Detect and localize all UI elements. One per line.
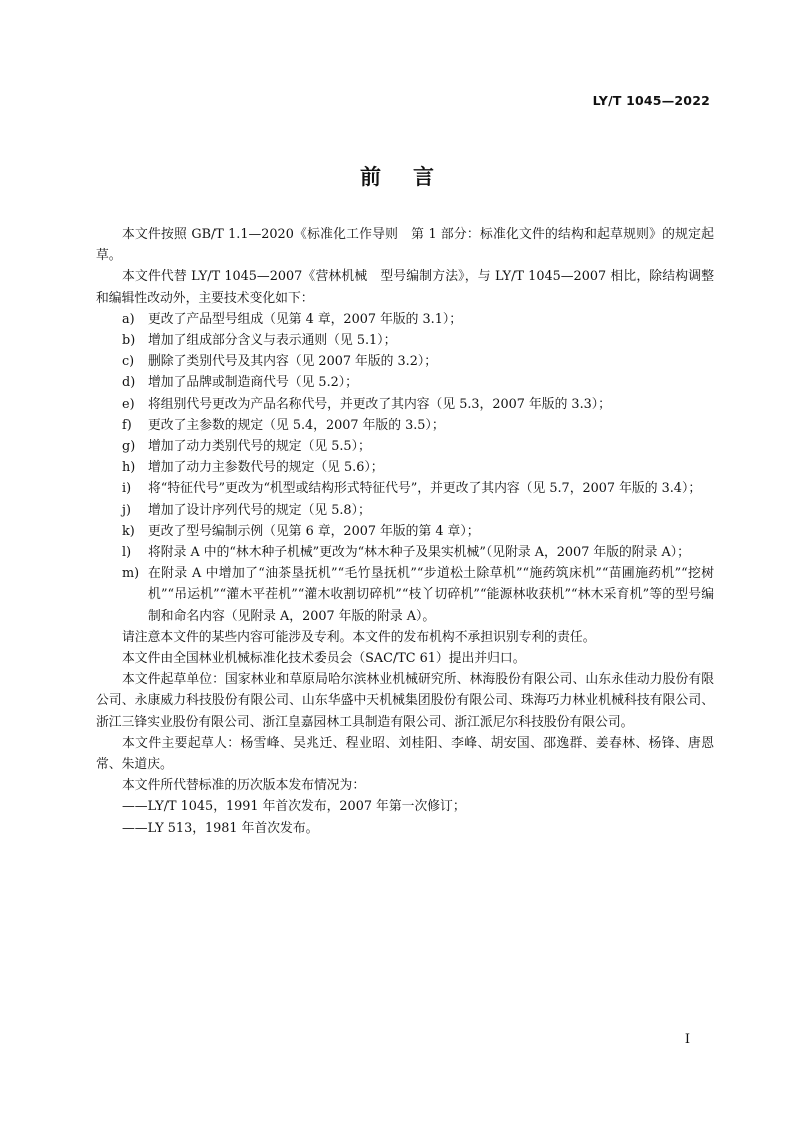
- list-item: [96, 457, 714, 478]
- list-text: 在附录 A 中增加了“油茶垦抚机”“毛竹垦抚机”“步道松土除草机”“施药筑床机”“苗圃施药机”“挖树机”“吊运机”“灌木平茬机”“灌木收割切碎机”“枝丫切碎机”“能源林收获机”“林木采育机”等的型号编制和命名内容（见附录 A，2007 年版的附录 A）。: [148, 566, 714, 624]
- list-marker: h): [122, 460, 136, 476]
- list-item: [96, 330, 714, 351]
- list-marker: l): [122, 545, 132, 561]
- list-item: [96, 394, 714, 415]
- list-marker: j): [122, 502, 131, 518]
- history-intro: 本文件所代替标准的历次版本发布情况为：: [122, 778, 366, 794]
- list-text: 删除了类别代号及其内容（见 2007 年版的 3.2）；: [148, 354, 438, 370]
- list-marker: i): [122, 481, 132, 497]
- list-marker: k): [122, 523, 135, 539]
- list-text: 更改了主参数的规定（见 5.4，2007 年版的 3.5）；: [148, 417, 445, 433]
- list-marker: e): [122, 396, 135, 412]
- list-text: 更改了型号编制示例（见第 6 章，2007 年版的第 4 章）；: [148, 523, 480, 539]
- list-item: [96, 372, 714, 393]
- list-text: 将附录 A 中的“林木种子机械”更改为“林木种子及果实机械”（见附录 A，2007 年版的附录 A）；: [148, 545, 690, 561]
- list-marker: g): [122, 439, 136, 455]
- list-item: [96, 436, 714, 457]
- list-item: [96, 415, 714, 436]
- page-title: 前言: [360, 165, 466, 189]
- list-item: [96, 309, 714, 330]
- list-item: [96, 521, 714, 542]
- committee-paragraph: 本文件由全国林业机械标准化技术委员会（SAC/TC 61）提出并归口。: [122, 651, 526, 667]
- list-text: 更改了产品型号组成（见第 4 章，2007 年版的 3.1）；: [148, 311, 463, 327]
- drafting-units-paragraph: 本文件起草单位：国家林业和草原局哈尔滨林业机械研究所、林海股份有限公司、山东永佳动力股份有限公司、永康威力科技股份有限公司、山东华盛中天机械集团股份有限公司、珠海巧力林业机械科技有限公司、浙江三锋实业股份有限公司、浙江皇嘉园林工具制造有限公司、浙江派尼尔科技股份有限公司。: [96, 672, 714, 730]
- history-item: ——LY/T 1045，1991 年首次发布，2007 年第一次修订；: [122, 799, 466, 815]
- intro-paragraph: 本文件代替 LY/T 1045—2007《营林机械 型号编制方法》，与 LY/T 1045—2007 相比，除结构调整和编辑性改动外，主要技术变化如下：: [96, 269, 714, 306]
- list-marker: b): [122, 333, 136, 349]
- list-marker: d): [122, 375, 136, 391]
- list-item: [96, 563, 714, 627]
- patent-notice: 请注意本文件的某些内容可能涉及专利。本文件的发布机构不承担识别专利的责任。: [122, 629, 596, 645]
- history-item: ——LY 513，1981 年首次发布。: [122, 820, 319, 836]
- page-number: I: [684, 1032, 690, 1047]
- list-text: 增加了设计序列代号的规定（见 5.8）；: [148, 502, 371, 518]
- list-text: 将“特征代号”更改为“机型或结构形式特征代号”，并更改了其内容（见 5.7，2007 年版的 3.4）；: [148, 481, 702, 497]
- list-text: 将组别代号更改为产品名称代号，并更改了其内容（见 5.3，2007 年版的 3.3）；: [148, 396, 611, 412]
- changes-list: [96, 309, 714, 627]
- list-item: [96, 351, 714, 372]
- list-text: 增加了动力主参数代号的规定（见 5.6）；: [148, 460, 384, 476]
- list-marker: a): [122, 311, 135, 327]
- list-marker: c): [122, 354, 135, 370]
- list-item: [96, 500, 714, 521]
- list-text: 增加了动力类别代号的规定（见 5.5）；: [148, 439, 371, 455]
- drafters-paragraph: 本文件主要起草人：杨雪峰、吴兆迁、程业昭、刘桂阳、李峰、胡安国、邵逸群、姜春林、杨锋、唐恩常、朱道庆。: [96, 735, 714, 773]
- list-item: [96, 542, 714, 563]
- list-text: 增加了组成部分含义与表示通则（见 5.1）；: [148, 333, 397, 349]
- list-marker: m): [122, 566, 140, 582]
- intro-paragraph: 本文件按照 GB/T 1.1—2020《标准化工作导则 第 1 部分：标准化文件的结构和起草规则》的规定起草。: [96, 227, 714, 264]
- foreword-body: [96, 224, 714, 839]
- list-item: [96, 478, 714, 499]
- standard-number: LY/T 1045—2022: [592, 93, 710, 108]
- list-text: 增加了品牌或制造商代号（见 5.2）；: [148, 375, 358, 391]
- list-marker: f): [122, 417, 132, 433]
